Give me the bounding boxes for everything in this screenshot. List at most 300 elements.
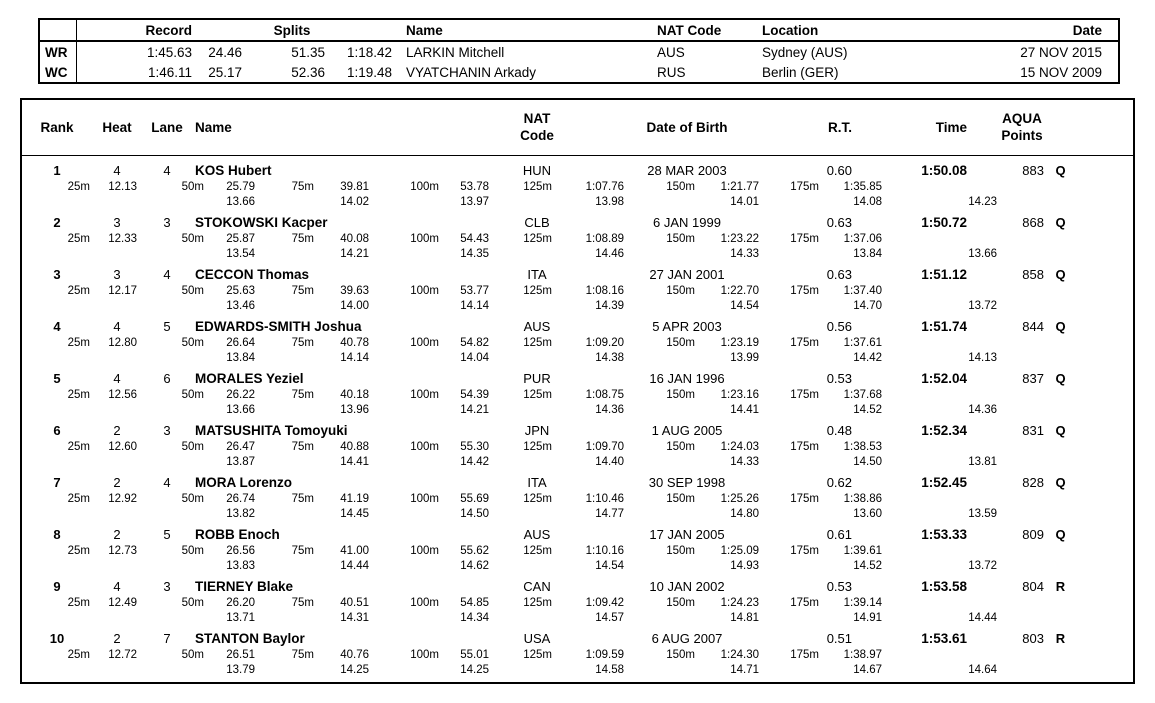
record-nat-code: AUS	[657, 44, 685, 60]
split-time: 26.51	[226, 649, 255, 661]
lane: 3	[163, 215, 171, 230]
date-of-birth: 1 AUG 2005	[651, 423, 723, 438]
result-row	[22, 578, 1133, 625]
lap-time: 13.66	[226, 196, 255, 208]
aqua-points: 804	[1022, 579, 1044, 594]
qualification-status: R	[1055, 579, 1066, 594]
lap-time: 14.80	[730, 508, 759, 520]
record-rows	[40, 42, 1118, 82]
split-distance: 25m	[67, 337, 90, 349]
date-of-birth: 30 SEP 1998	[648, 475, 726, 490]
split-distance: 100m	[410, 649, 439, 661]
rank: 4	[53, 319, 61, 334]
final-time: 1:53.33	[921, 527, 967, 542]
swimmer-name: STANTON Baylor	[195, 631, 305, 646]
aqua-points: 844	[1022, 319, 1044, 334]
result-main-line	[22, 214, 1133, 232]
result-main-line	[22, 422, 1133, 440]
split-distance: 125m	[523, 493, 552, 505]
split-time: 26.64	[226, 337, 255, 349]
split-distance: 175m	[790, 181, 819, 193]
heat-header: Heat	[102, 120, 132, 135]
qualification-status: Q	[1055, 371, 1066, 386]
splits-header: Splits	[273, 22, 311, 38]
split-time: 39.81	[340, 181, 369, 193]
record-time: 1:46.11	[147, 64, 192, 80]
lap-time: 14.42	[460, 456, 489, 468]
split-time: 1:10.16	[585, 545, 624, 557]
nat-code: AUS	[523, 527, 551, 542]
swimmer-name: TIERNEY Blake	[195, 579, 294, 594]
split-distance: 25m	[67, 545, 90, 557]
lap-time: 14.91	[853, 612, 882, 624]
split-distance: 25m	[67, 389, 90, 401]
result-row	[22, 370, 1133, 417]
split-distance: 125m	[523, 441, 552, 453]
split-distance: 100m	[410, 545, 439, 557]
split-time: 55.62	[460, 545, 489, 557]
swimmer-name: MATSUSHITA Tomoyuki	[195, 423, 348, 438]
split-distance: 125m	[523, 649, 552, 661]
split-distance: 125m	[523, 233, 552, 245]
date-of-birth: 28 MAR 2003	[647, 163, 727, 178]
nat-code: ITA	[527, 475, 547, 490]
split-time: 53.77	[460, 285, 489, 297]
lane: 7	[163, 631, 171, 646]
lap-time: 13.54	[226, 248, 255, 260]
lap-time: 14.00	[340, 300, 369, 312]
split-time: 55.69	[460, 493, 489, 505]
record-tag: WR	[40, 42, 77, 62]
split-time: 1:25.09	[720, 545, 759, 557]
lap-time: 14.21	[340, 248, 369, 260]
split-time: 12.33	[108, 233, 137, 245]
split-time: 1:39.61	[843, 545, 882, 557]
lap-time: 14.64	[968, 664, 997, 676]
split-time: 1:09.70	[585, 441, 624, 453]
lap-time: 13.83	[226, 560, 255, 572]
lap-time: 14.50	[853, 456, 882, 468]
reaction-time: 0.48	[826, 423, 852, 438]
nat-code-header	[482, 111, 592, 145]
heat: 2	[113, 423, 121, 438]
split-distance: 50m	[181, 649, 204, 661]
heat: 2	[113, 527, 121, 542]
lap-time: 14.39	[595, 300, 624, 312]
split-distance: 25m	[67, 493, 90, 505]
split-time: 1:22.70	[720, 285, 759, 297]
result-main-line	[22, 630, 1133, 648]
lap-time: 13.79	[226, 664, 255, 676]
final-time: 1:51.74	[921, 319, 967, 334]
split-time: 55.30	[460, 441, 489, 453]
result-main-line	[22, 266, 1133, 284]
lap-times-line	[22, 247, 1133, 261]
record-split-150m: 1:19.48	[346, 64, 392, 80]
split-distance: 25m	[67, 181, 90, 193]
lap-time: 13.71	[226, 612, 255, 624]
lap-time: 14.44	[340, 560, 369, 572]
nat-code: AUS	[523, 319, 551, 334]
lap-time: 14.31	[340, 612, 369, 624]
heat: 4	[113, 163, 121, 178]
lap-times-line	[22, 299, 1133, 313]
split-time: 1:24.23	[720, 597, 759, 609]
lap-time: 14.45	[340, 508, 369, 520]
split-distance: 150m	[666, 337, 695, 349]
split-time: 1:24.30	[720, 649, 759, 661]
lane: 3	[163, 423, 171, 438]
lap-time: 14.77	[595, 508, 624, 520]
split-time: 12.92	[108, 493, 137, 505]
lap-time: 13.66	[226, 404, 255, 416]
split-distance: 175m	[790, 597, 819, 609]
split-distance: 125m	[523, 285, 552, 297]
record-location-header: Location	[762, 22, 819, 38]
lap-time: 14.36	[595, 404, 624, 416]
result-row	[22, 422, 1133, 469]
aqua-points: 803	[1022, 631, 1044, 646]
split-distance: 75m	[291, 337, 314, 349]
split-distance: 100m	[410, 493, 439, 505]
lap-time: 14.67	[853, 664, 882, 676]
lap-times-line	[22, 195, 1133, 209]
splits-line	[22, 648, 1133, 663]
split-distance: 150m	[666, 285, 695, 297]
split-distance: 100m	[410, 389, 439, 401]
split-distance: 175m	[790, 285, 819, 297]
lap-time: 13.46	[226, 300, 255, 312]
lap-time: 13.84	[226, 352, 255, 364]
lap-time: 14.52	[853, 404, 882, 416]
split-time: 40.08	[340, 233, 369, 245]
split-distance: 50m	[181, 233, 204, 245]
split-distance: 125m	[523, 181, 552, 193]
split-time: 1:21.77	[720, 181, 759, 193]
splits-line	[22, 544, 1133, 559]
record-nat-header: NAT Code	[657, 22, 722, 38]
split-distance: 75m	[291, 285, 314, 297]
split-time: 1:24.03	[720, 441, 759, 453]
splits-line	[22, 596, 1133, 611]
lap-time: 14.52	[853, 560, 882, 572]
date-of-birth: 16 JAN 1996	[649, 371, 725, 386]
date-of-birth: 6 AUG 2007	[651, 631, 723, 646]
lap-time: 14.54	[595, 560, 624, 572]
heat: 4	[113, 319, 121, 334]
split-time: 12.73	[108, 545, 137, 557]
split-distance: 75m	[291, 597, 314, 609]
record-location: Berlin (GER)	[762, 64, 839, 80]
lane: 5	[163, 319, 171, 334]
split-time: 12.60	[108, 441, 137, 453]
reaction-time: 0.62	[826, 475, 852, 490]
lap-time: 14.71	[730, 664, 759, 676]
split-distance: 25m	[67, 597, 90, 609]
split-distance: 75m	[291, 649, 314, 661]
splits-line	[22, 440, 1133, 455]
lap-time: 14.25	[460, 664, 489, 676]
split-time: 1:08.89	[585, 233, 624, 245]
split-distance: 25m	[67, 649, 90, 661]
split-distance: 50m	[181, 545, 204, 557]
record-tag: WC	[40, 62, 77, 82]
split-distance: 150m	[666, 545, 695, 557]
date-of-birth: 6 JAN 1999	[653, 215, 721, 230]
aqua-header-line1: AQUA	[1002, 110, 1042, 126]
split-distance: 100m	[410, 337, 439, 349]
lap-time: 14.25	[340, 664, 369, 676]
swimmer-name: MORALES Yeziel	[195, 371, 304, 386]
split-time: 1:09.42	[585, 597, 624, 609]
result-main-line	[22, 162, 1133, 180]
split-time: 1:23.19	[720, 337, 759, 349]
split-distance: 150m	[666, 649, 695, 661]
split-time: 12.49	[108, 597, 137, 609]
split-distance: 75m	[291, 545, 314, 557]
final-time: 1:51.12	[921, 267, 967, 282]
split-time: 1:23.22	[720, 233, 759, 245]
qualification-status: Q	[1055, 475, 1066, 490]
rank: 6	[53, 423, 61, 438]
split-time: 26.22	[226, 389, 255, 401]
lap-time: 14.58	[595, 664, 624, 676]
final-time: 1:50.72	[921, 215, 967, 230]
lane: 4	[163, 475, 171, 490]
swimmer-name: EDWARDS-SMITH Joshua	[195, 319, 362, 334]
heat: 2	[113, 475, 121, 490]
split-time: 1:23.16	[720, 389, 759, 401]
nat-header-line1: NAT	[523, 110, 551, 126]
reaction-time: 0.60	[826, 163, 852, 178]
heat: 3	[113, 215, 121, 230]
nat-code: PUR	[523, 371, 551, 386]
qualification-status: Q	[1055, 423, 1066, 438]
lap-time: 14.40	[595, 456, 624, 468]
split-distance: 25m	[67, 441, 90, 453]
split-distance: 25m	[67, 233, 90, 245]
final-time: 1:50.08	[921, 163, 967, 178]
split-time: 54.39	[460, 389, 489, 401]
split-distance: 125m	[523, 389, 552, 401]
split-time: 1:37.40	[843, 285, 882, 297]
nat-code: HUN	[522, 163, 552, 178]
nat-code: JPN	[524, 423, 550, 438]
split-time: 12.13	[108, 181, 137, 193]
aqua-points: 883	[1022, 163, 1044, 178]
qualification-status: R	[1055, 631, 1066, 646]
split-time: 12.80	[108, 337, 137, 349]
lap-time: 14.38	[595, 352, 624, 364]
lap-times-line	[22, 351, 1133, 365]
split-distance: 175m	[790, 493, 819, 505]
split-time: 55.01	[460, 649, 489, 661]
name-header: Name	[195, 120, 232, 135]
split-time: 40.18	[340, 389, 369, 401]
heat: 3	[113, 267, 121, 282]
lap-time: 14.14	[460, 300, 489, 312]
record-split-150m: 1:18.42	[346, 44, 392, 60]
result-main-line	[22, 318, 1133, 336]
final-time: 1:52.04	[921, 371, 967, 386]
lap-time: 14.36	[968, 404, 997, 416]
lap-times-line	[22, 507, 1133, 521]
record-split-50m: 24.46	[208, 44, 242, 60]
record-row	[40, 42, 1118, 62]
reaction-time: 0.63	[826, 215, 852, 230]
lap-time: 14.81	[730, 612, 759, 624]
rank: 5	[53, 371, 61, 386]
rank-header: Rank	[40, 120, 74, 135]
split-time: 54.85	[460, 597, 489, 609]
lap-time: 13.87	[226, 456, 255, 468]
lap-time: 14.44	[968, 612, 997, 624]
split-time: 1:10.46	[585, 493, 624, 505]
lap-time: 14.14	[340, 352, 369, 364]
record-table-header	[40, 20, 1118, 42]
split-distance: 175m	[790, 337, 819, 349]
lap-time: 13.98	[595, 196, 624, 208]
split-time: 1:37.06	[843, 233, 882, 245]
split-time: 1:08.75	[585, 389, 624, 401]
split-time: 41.00	[340, 545, 369, 557]
split-distance: 50m	[181, 337, 204, 349]
qualification-status: Q	[1055, 267, 1066, 282]
qualification-status: Q	[1055, 215, 1066, 230]
aqua-header-line2: Points	[1001, 127, 1043, 143]
lap-time: 14.21	[460, 404, 489, 416]
final-time: 1:52.34	[921, 423, 967, 438]
split-time: 26.20	[226, 597, 255, 609]
split-time: 1:07.76	[585, 181, 624, 193]
result-row	[22, 214, 1133, 261]
lane: 4	[163, 163, 171, 178]
reaction-time: 0.53	[826, 579, 852, 594]
split-distance: 25m	[67, 285, 90, 297]
lap-time: 13.97	[460, 196, 489, 208]
nat-header-line2: Code	[520, 127, 554, 143]
split-distance: 75m	[291, 233, 314, 245]
split-distance: 150m	[666, 389, 695, 401]
split-time: 1:38.97	[843, 649, 882, 661]
lap-time: 13.99	[730, 352, 759, 364]
swimmer-name: ROBB Enoch	[195, 527, 280, 542]
lap-times-line	[22, 663, 1133, 677]
split-distance: 100m	[410, 597, 439, 609]
lap-time: 14.08	[853, 196, 882, 208]
final-time: 1:52.45	[921, 475, 967, 490]
split-distance: 100m	[410, 285, 439, 297]
lap-time: 14.57	[595, 612, 624, 624]
reaction-time: 0.63	[826, 267, 852, 282]
lap-time: 14.93	[730, 560, 759, 572]
lap-time: 14.70	[853, 300, 882, 312]
aqua-points-header	[967, 111, 1077, 145]
split-distance: 75m	[291, 493, 314, 505]
lap-time: 14.35	[460, 248, 489, 260]
lap-time: 14.33	[730, 248, 759, 260]
lap-time: 14.62	[460, 560, 489, 572]
splits-line	[22, 388, 1133, 403]
split-time: 54.43	[460, 233, 489, 245]
split-distance: 75m	[291, 389, 314, 401]
split-time: 39.63	[340, 285, 369, 297]
lap-time: 14.02	[340, 196, 369, 208]
split-distance: 50m	[181, 285, 204, 297]
qualification-status: Q	[1055, 319, 1066, 334]
heat: 2	[113, 631, 121, 646]
rank: 3	[53, 267, 61, 282]
reaction-time: 0.61	[826, 527, 852, 542]
rank: 1	[53, 163, 61, 178]
lap-times-line	[22, 559, 1133, 573]
lap-time: 13.66	[968, 248, 997, 260]
results-body	[22, 156, 1133, 677]
split-time: 1:25.26	[720, 493, 759, 505]
splits-line	[22, 232, 1133, 247]
split-time: 1:09.59	[585, 649, 624, 661]
record-table	[38, 18, 1120, 84]
record-row	[40, 62, 1118, 82]
aqua-points: 809	[1022, 527, 1044, 542]
lap-time: 13.72	[968, 560, 997, 572]
lap-time: 13.84	[853, 248, 882, 260]
lap-time: 14.46	[595, 248, 624, 260]
split-distance: 150m	[666, 181, 695, 193]
split-distance: 50m	[181, 389, 204, 401]
result-row	[22, 318, 1133, 365]
split-distance: 175m	[790, 389, 819, 401]
nat-code: CAN	[523, 579, 551, 594]
split-distance: 175m	[790, 649, 819, 661]
record-date-header: Date	[1072, 22, 1102, 38]
split-time: 12.72	[108, 649, 137, 661]
final-time: 1:53.61	[921, 631, 967, 646]
record-split-100m: 51.35	[291, 44, 325, 60]
lane: 3	[163, 579, 171, 594]
result-main-line	[22, 578, 1133, 596]
reaction-time: 0.56	[826, 319, 852, 334]
date-of-birth: 10 JAN 2002	[649, 579, 725, 594]
rank: 2	[53, 215, 61, 230]
lane-header: Lane	[151, 120, 183, 135]
result-main-line	[22, 474, 1133, 492]
split-time: 1:37.68	[843, 389, 882, 401]
lane: 5	[163, 527, 171, 542]
lap-time: 14.41	[340, 456, 369, 468]
record-holder-name: VYATCHANIN Arkady	[406, 64, 537, 80]
lap-time: 13.81	[968, 456, 997, 468]
record-nat-code: RUS	[657, 64, 686, 80]
split-time: 26.74	[226, 493, 255, 505]
reaction-time: 0.53	[826, 371, 852, 386]
rank: 7	[53, 475, 61, 490]
nat-code: USA	[523, 631, 551, 646]
qualification-status: Q	[1055, 527, 1066, 542]
split-time: 1:09.20	[585, 337, 624, 349]
aqua-points: 868	[1022, 215, 1044, 230]
split-time: 1:38.53	[843, 441, 882, 453]
date-of-birth: 5 APR 2003	[652, 319, 722, 334]
split-distance: 50m	[181, 181, 204, 193]
split-time: 1:39.14	[843, 597, 882, 609]
nat-code: ITA	[527, 267, 547, 282]
split-time: 26.56	[226, 545, 255, 557]
record-tag-header	[40, 20, 77, 40]
splits-line	[22, 336, 1133, 351]
result-row	[22, 630, 1133, 677]
lap-time: 14.34	[460, 612, 489, 624]
